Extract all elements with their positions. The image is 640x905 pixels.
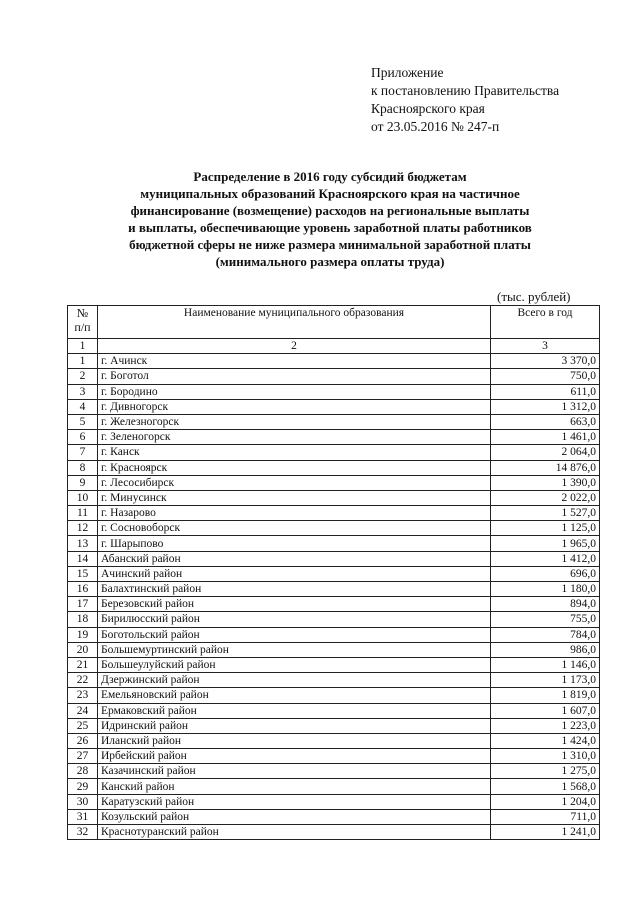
table-row [68, 809, 600, 824]
row-value: 1 424,0 [491, 733, 600, 748]
subsidy-table [67, 305, 600, 840]
column-index-1: 1 [68, 339, 98, 354]
row-name: г. Дивногорск [98, 399, 491, 414]
table-row [68, 779, 600, 794]
row-number: 32 [68, 825, 98, 840]
row-value: 755,0 [491, 612, 600, 627]
table-row [68, 794, 600, 809]
row-value: 1 241,0 [491, 825, 600, 840]
row-value: 1 275,0 [491, 764, 600, 779]
table-row [68, 764, 600, 779]
row-number: 6 [68, 430, 98, 445]
table-row [68, 551, 600, 566]
annex-line-3: Красноярского края [371, 101, 485, 116]
column-index-row [68, 339, 600, 354]
row-number: 17 [68, 597, 98, 612]
row-value: 711,0 [491, 809, 600, 824]
row-value: 2 064,0 [491, 445, 600, 460]
row-value: 1 173,0 [491, 673, 600, 688]
header-name: Наименование муниципального образования [98, 306, 491, 339]
row-value: 2 022,0 [491, 490, 600, 505]
row-name: г. Ачинск [98, 354, 491, 369]
row-value: 3 370,0 [491, 354, 600, 369]
row-number: 20 [68, 642, 98, 657]
row-value: 1 527,0 [491, 506, 600, 521]
table-row [68, 612, 600, 627]
row-number: 27 [68, 749, 98, 764]
row-name: г. Сосновоборск [98, 521, 491, 536]
row-value: 750,0 [491, 369, 600, 384]
row-name: Абанский район [98, 551, 491, 566]
row-name: Большемуртинский район [98, 642, 491, 657]
row-number: 31 [68, 809, 98, 824]
title-line-5: бюджетной сферы не ниже размера минимальной заработной платы [129, 237, 531, 252]
annex-line-2: к постановлению Правительства [371, 83, 560, 98]
row-name: Каратузский район [98, 794, 491, 809]
row-value: 1 125,0 [491, 521, 600, 536]
row-name: Бирилюсский район [98, 612, 491, 627]
row-value: 1 310,0 [491, 749, 600, 764]
row-name: Канский район [98, 779, 491, 794]
row-value: 784,0 [491, 627, 600, 642]
row-name: г. Красноярск [98, 460, 491, 475]
annex-block [371, 64, 559, 136]
row-number: 19 [68, 627, 98, 642]
row-number: 25 [68, 718, 98, 733]
table-row [68, 597, 600, 612]
row-name: Казачинский район [98, 764, 491, 779]
annex-line-1: Приложение [371, 65, 444, 80]
table-row [68, 369, 600, 384]
row-name: г. Бородино [98, 384, 491, 399]
row-name: Ермаковский район [98, 703, 491, 718]
row-number: 23 [68, 688, 98, 703]
title-line-3: финансирование (возмещение) расходов на региональные выплаты [130, 203, 530, 218]
row-value: 1 390,0 [491, 475, 600, 490]
row-name: г. Лесосибирск [98, 475, 491, 490]
row-name: г. Назарово [98, 506, 491, 521]
row-number: 15 [68, 566, 98, 581]
row-value: 696,0 [491, 566, 600, 581]
row-value: 1 965,0 [491, 536, 600, 551]
row-number: 13 [68, 536, 98, 551]
row-name: Ачинский район [98, 566, 491, 581]
row-name: Козульский район [98, 809, 491, 824]
row-number: 11 [68, 506, 98, 521]
row-name: Боготольский район [98, 627, 491, 642]
row-value: 1 461,0 [491, 430, 600, 445]
table-row [68, 460, 600, 475]
row-name: Дзержинский район [98, 673, 491, 688]
row-value: 1 312,0 [491, 399, 600, 414]
row-name: Идринский район [98, 718, 491, 733]
row-value: 1 607,0 [491, 703, 600, 718]
table-row [68, 475, 600, 490]
row-name: Ирбейский район [98, 749, 491, 764]
row-number: 28 [68, 764, 98, 779]
title-line-4: и выплаты, обеспечивающие уровень заработной платы работников [128, 220, 532, 235]
row-number: 21 [68, 657, 98, 672]
row-number: 22 [68, 673, 98, 688]
header-number [68, 306, 98, 339]
row-name: г. Канск [98, 445, 491, 460]
row-name: Краснотуранский район [98, 825, 491, 840]
column-index-2: 2 [98, 339, 491, 354]
table-row [68, 445, 600, 460]
table-row [68, 688, 600, 703]
table-row [68, 657, 600, 672]
table-row [68, 642, 600, 657]
row-name: Емельяновский район [98, 688, 491, 703]
row-number: 12 [68, 521, 98, 536]
row-number: 26 [68, 733, 98, 748]
row-name: Балахтинский район [98, 582, 491, 597]
row-number: 18 [68, 612, 98, 627]
column-index-3: 3 [491, 339, 600, 354]
row-value: 1 223,0 [491, 718, 600, 733]
row-name: Березовский район [98, 597, 491, 612]
table-row [68, 733, 600, 748]
units-label: (тыс. рублей) [497, 289, 571, 304]
row-value: 894,0 [491, 597, 600, 612]
row-value: 1 568,0 [491, 779, 600, 794]
row-number: 2 [68, 369, 98, 384]
table-row [68, 749, 600, 764]
table-row [68, 566, 600, 581]
row-value: 1 819,0 [491, 688, 600, 703]
row-number: 4 [68, 399, 98, 414]
row-name: г. Шарыпово [98, 536, 491, 551]
row-number: 7 [68, 445, 98, 460]
table-row [68, 673, 600, 688]
row-value: 1 412,0 [491, 551, 600, 566]
annex-line-4: от 23.05.2016 № 247-п [371, 119, 500, 134]
row-number: 3 [68, 384, 98, 399]
row-name: г. Минусинск [98, 490, 491, 505]
row-value: 663,0 [491, 414, 600, 429]
row-number: 16 [68, 582, 98, 597]
table-row [68, 430, 600, 445]
table-row [68, 718, 600, 733]
title-line-2: муниципальных образований Красноярского края на частичное [140, 186, 520, 201]
row-number: 5 [68, 414, 98, 429]
row-number: 1 [68, 354, 98, 369]
row-name: Иланский район [98, 733, 491, 748]
row-value: 1 146,0 [491, 657, 600, 672]
table-row [68, 521, 600, 536]
table-row [68, 490, 600, 505]
row-name: Большеулуйский район [98, 657, 491, 672]
row-number: 24 [68, 703, 98, 718]
table-row [68, 384, 600, 399]
row-number: 29 [68, 779, 98, 794]
row-name: г. Зеленогорск [98, 430, 491, 445]
row-value: 611,0 [491, 384, 600, 399]
table-row [68, 627, 600, 642]
title-line-1: Распределение в 2016 году субсидий бюджетам [193, 169, 467, 184]
row-number: 9 [68, 475, 98, 490]
table-row [68, 506, 600, 521]
row-value: 1 204,0 [491, 794, 600, 809]
header-total: Всего в год [491, 306, 600, 339]
table-row [68, 582, 600, 597]
table-row [68, 825, 600, 840]
table-row [68, 354, 600, 369]
row-name: г. Боготол [98, 369, 491, 384]
row-value: 14 876,0 [491, 460, 600, 475]
document-title [70, 168, 590, 270]
table-row [68, 703, 600, 718]
table-row [68, 536, 600, 551]
title-line-6: (минимального размера оплаты труда) [215, 254, 445, 269]
row-number: 8 [68, 460, 98, 475]
header-number-line-1: № [76, 306, 89, 320]
row-name: г. Железногорск [98, 414, 491, 429]
table-row [68, 414, 600, 429]
row-value: 986,0 [491, 642, 600, 657]
row-number: 30 [68, 794, 98, 809]
table-header-row [68, 306, 600, 339]
row-number: 14 [68, 551, 98, 566]
row-value: 1 180,0 [491, 582, 600, 597]
table-row [68, 399, 600, 414]
header-number-line-2: п/п [74, 320, 91, 334]
row-number: 10 [68, 490, 98, 505]
